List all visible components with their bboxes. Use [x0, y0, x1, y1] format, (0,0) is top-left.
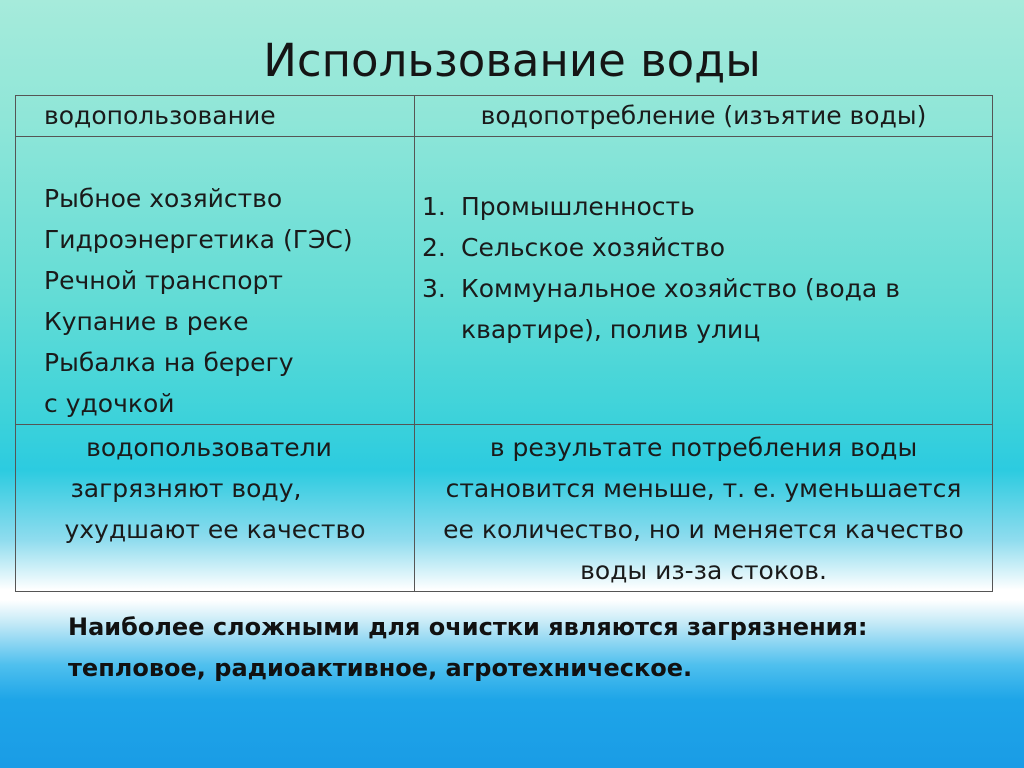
conclusion-line: тепловое, радиоактивное, агротехническое.	[68, 654, 693, 682]
list-item: Речной транспорт	[44, 266, 283, 295]
consumption-result-note	[415, 425, 993, 592]
list-item: Купание в реке	[44, 307, 249, 336]
slide-title: Использование воды	[263, 34, 761, 87]
header-water-consumption: водопотребление (изъятие воды)	[415, 96, 993, 137]
note-line: загрязняют воду,	[70, 474, 302, 503]
conclusion-text	[68, 607, 968, 689]
list-item: Гидроэнергетика (ГЭС)	[44, 225, 353, 254]
list-item: с удочкой	[44, 389, 175, 418]
list-item: Рыбалка на берегу	[44, 348, 294, 377]
water-usage-table	[15, 95, 993, 592]
table-footer-row	[16, 425, 993, 592]
list-number: 2.	[422, 233, 446, 262]
note-line: ее количество, но и меняется качество	[443, 515, 964, 544]
water-consumption-list	[415, 137, 992, 350]
water-users-note	[16, 425, 415, 592]
header-water-use: водопользование	[16, 96, 415, 137]
list-text: Промышленность	[461, 192, 695, 221]
table-body-row	[16, 137, 993, 425]
list-item	[422, 268, 984, 350]
list-number: 3.	[422, 274, 446, 303]
water-use-list	[16, 137, 414, 424]
note-line: ухудшают ее качество	[64, 515, 366, 544]
list-item	[422, 186, 984, 227]
note-line: воды из-за стоков.	[580, 556, 827, 585]
list-text: Сельское хозяйство	[461, 233, 726, 262]
table-header-row	[16, 96, 993, 137]
conclusion-line: Наиболее сложными для очистки являются загрязнения:	[68, 613, 868, 641]
list-item	[422, 227, 984, 268]
list-item: Рыбное хозяйство	[44, 184, 283, 213]
list-text: Коммунальное хозяйство (вода в квартире), полив улиц	[461, 274, 900, 344]
water-use-cell	[16, 137, 415, 425]
note-line: водопользователи	[86, 433, 332, 462]
list-number: 1.	[422, 192, 446, 221]
water-consumption-cell	[415, 137, 993, 425]
note-line: становится меньше, т. е. уменьшается	[445, 474, 962, 503]
note-line: в результате потребления воды	[489, 433, 918, 462]
